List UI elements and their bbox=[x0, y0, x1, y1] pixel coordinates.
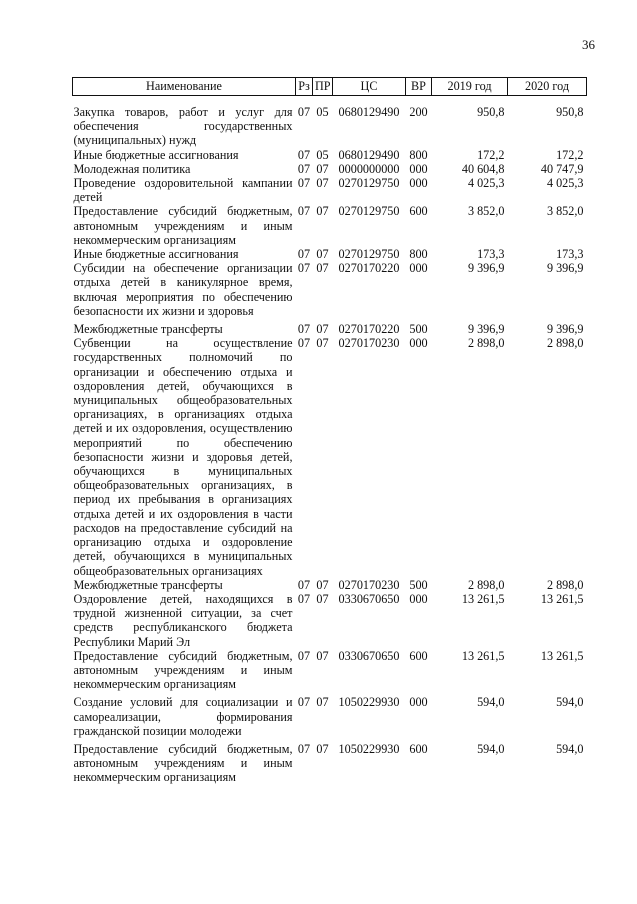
row-2019: 594,0 bbox=[477, 695, 505, 710]
row-2020: 594,0 bbox=[556, 741, 584, 756]
row-rz: 07 bbox=[297, 336, 311, 351]
row-vr: 800 bbox=[409, 247, 428, 262]
row-rz: 07 bbox=[297, 261, 311, 276]
row-2019: 2 898,0 bbox=[467, 336, 505, 351]
row-cs: 0680129490 bbox=[338, 105, 400, 119]
row-name: Предоставление субсидий бюджетным, автономным учреждениям и иным некоммерческим организациям bbox=[73, 204, 293, 247]
row-vr: 500 bbox=[409, 577, 428, 592]
row-2019: 13 261,5 bbox=[461, 591, 505, 606]
table-row bbox=[73, 162, 587, 176]
row-rz: 07 bbox=[297, 322, 311, 337]
row-2019: 3 852,0 bbox=[467, 204, 505, 219]
header-name: Наименование bbox=[73, 78, 296, 96]
row-vr: 000 bbox=[409, 161, 428, 176]
row-pr: 07 bbox=[316, 204, 329, 219]
row-cs: 1050229930 bbox=[338, 695, 400, 710]
header-cs: ЦС bbox=[333, 78, 406, 96]
row-rz: 07 bbox=[297, 161, 311, 176]
row-rz: 07 bbox=[297, 105, 311, 119]
header-pr: ПР bbox=[313, 78, 333, 96]
row-cs: 0270129750 bbox=[338, 204, 400, 219]
row-cs: 1050229930 bbox=[338, 741, 400, 756]
row-vr: 600 bbox=[409, 648, 428, 663]
row-2019: 9 396,9 bbox=[467, 261, 505, 276]
row-2019: 4 025,3 bbox=[467, 176, 505, 191]
table-row bbox=[73, 148, 587, 162]
row-cs: 0270170220 bbox=[338, 322, 400, 337]
row-pr: 07 bbox=[316, 322, 329, 337]
row-name: Молодежная политика bbox=[73, 161, 191, 176]
row-rz: 07 bbox=[297, 204, 311, 219]
row-vr: 000 bbox=[409, 176, 428, 191]
row-rz: 07 bbox=[297, 247, 311, 262]
table-row bbox=[73, 204, 587, 247]
row-2019: 173,3 bbox=[477, 247, 505, 262]
header-vr: ВР bbox=[406, 78, 432, 96]
row-pr: 07 bbox=[316, 261, 329, 276]
row-name: Оздоровление детей, находящихся в трудной жизненной ситуации, за счет средств республиканского бюджета Республики Марий Эл bbox=[73, 591, 293, 649]
row-2020: 172,2 bbox=[556, 147, 584, 162]
page-number: 36 bbox=[582, 37, 595, 52]
row-pr: 05 bbox=[316, 147, 329, 162]
row-cs: 0270170230 bbox=[338, 577, 400, 592]
row-rz: 07 bbox=[297, 591, 311, 606]
header-2020: 2020 год bbox=[508, 78, 587, 96]
table-header bbox=[73, 78, 587, 96]
table-row bbox=[73, 318, 587, 336]
table-row bbox=[73, 336, 587, 577]
row-vr: 500 bbox=[409, 322, 428, 337]
row-2019: 950,8 bbox=[477, 105, 505, 119]
row-2020: 950,8 bbox=[556, 105, 584, 119]
row-2020: 3 852,0 bbox=[546, 204, 584, 219]
row-vr: 000 bbox=[409, 261, 428, 276]
row-pr: 07 bbox=[316, 577, 329, 592]
row-cs: 0270129750 bbox=[338, 176, 400, 191]
row-2020: 173,3 bbox=[556, 247, 584, 262]
header-2019: 2019 год bbox=[432, 78, 508, 96]
row-2020: 2 898,0 bbox=[546, 336, 584, 351]
row-2019: 2 898,0 bbox=[467, 577, 505, 592]
table-row bbox=[73, 96, 587, 148]
row-name: Иные бюджетные ассигнования bbox=[73, 247, 239, 262]
row-name: Создание условий для социализации и самореализации, формирования гражданской позиции молодежи bbox=[73, 695, 293, 738]
row-cs: 0270170220 bbox=[338, 261, 400, 276]
row-rz: 07 bbox=[297, 695, 311, 710]
header-rz: Рз bbox=[296, 78, 313, 96]
table-row bbox=[73, 738, 587, 785]
row-vr: 600 bbox=[409, 204, 428, 219]
row-vr: 800 bbox=[409, 147, 428, 162]
row-rz: 07 bbox=[297, 147, 311, 162]
row-name: Закупка товаров, работ и услуг для обеспечения государственных (муниципальных) нужд bbox=[73, 105, 293, 148]
row-pr: 07 bbox=[316, 741, 329, 756]
row-pr: 07 bbox=[316, 648, 329, 663]
row-2020: 594,0 bbox=[556, 695, 584, 710]
row-cs: 0330670650 bbox=[338, 591, 400, 606]
row-2019: 172,2 bbox=[477, 147, 505, 162]
row-pr: 07 bbox=[316, 161, 329, 176]
row-2019: 40 604,8 bbox=[461, 161, 505, 176]
row-rz: 07 bbox=[297, 577, 311, 592]
row-pr: 05 bbox=[316, 105, 329, 119]
row-cs: 0330670650 bbox=[338, 648, 400, 663]
row-pr: 07 bbox=[316, 591, 329, 606]
row-vr: 000 bbox=[409, 336, 428, 351]
table-row bbox=[73, 592, 587, 649]
row-pr: 07 bbox=[316, 247, 329, 262]
row-pr: 07 bbox=[316, 336, 329, 351]
row-rz: 07 bbox=[297, 176, 311, 191]
row-2020: 13 261,5 bbox=[540, 591, 584, 606]
row-name: Предоставление субсидий бюджетным, автономным учреждениям и иным некоммерческим организациям bbox=[73, 648, 293, 692]
row-name: Субсидии на обеспечение организации отдыха детей в каникулярное время, включая мероприятия по обеспечению безопасности их жизни и здоровья bbox=[73, 261, 293, 318]
row-name: Проведение оздоровительной кампании детей bbox=[73, 176, 293, 205]
row-name: Межбюджетные трансферты bbox=[73, 577, 223, 592]
row-pr: 07 bbox=[316, 695, 329, 710]
table-row bbox=[73, 578, 587, 592]
row-2020: 13 261,5 bbox=[540, 648, 584, 663]
row-name: Субвенции на осуществление государственных полномочий по организации и обеспечению отдыха и оздоровления детей, обучающихся в муниципальных общеобразовательных организациях, в организациях отдыха детей и их оздоровления, осуществлению мероприятий по обеспечению безопасности жизни и здоровья детей, обучающихся в муниципальных общеобразовательных организациях, в период их пребывания в организациях отдыха детей и их оздоровления в части расходов на предоставление субсидий на организацию отдыха и оздоровление детей, обучающихся в муниципальных общеобразовательных организациях bbox=[73, 336, 293, 578]
row-rz: 07 bbox=[297, 648, 311, 663]
row-2020: 4 025,3 bbox=[546, 176, 584, 191]
row-vr: 000 bbox=[409, 591, 428, 606]
table-row bbox=[73, 261, 587, 318]
row-name: Предоставление субсидий бюджетным, автономным учреждениям и иным некоммерческим организациям bbox=[73, 741, 293, 785]
row-2020: 9 396,9 bbox=[546, 261, 584, 276]
row-cs: 0270129750 bbox=[338, 247, 400, 262]
row-rz: 07 bbox=[297, 741, 311, 756]
row-cs: 0270170230 bbox=[338, 336, 400, 351]
row-2020: 9 396,9 bbox=[546, 322, 584, 337]
row-2020: 2 898,0 bbox=[546, 577, 584, 592]
table-row bbox=[73, 691, 587, 738]
table-row bbox=[73, 649, 587, 692]
budget-table bbox=[72, 77, 587, 785]
row-2019: 594,0 bbox=[477, 741, 505, 756]
row-cs: 0000000000 bbox=[338, 161, 400, 176]
row-name: Иные бюджетные ассигнования bbox=[73, 147, 239, 162]
table-row bbox=[73, 176, 587, 204]
row-2019: 9 396,9 bbox=[467, 322, 505, 337]
row-2019: 13 261,5 bbox=[461, 648, 505, 663]
row-2020: 40 747,9 bbox=[540, 161, 584, 176]
row-name: Межбюджетные трансферты bbox=[73, 322, 223, 337]
row-vr: 200 bbox=[409, 105, 428, 119]
row-cs: 0680129490 bbox=[338, 147, 400, 162]
table-row bbox=[73, 247, 587, 261]
row-pr: 07 bbox=[316, 176, 329, 191]
row-vr: 000 bbox=[409, 695, 428, 710]
table-body bbox=[73, 96, 587, 785]
row-vr: 600 bbox=[409, 741, 428, 756]
